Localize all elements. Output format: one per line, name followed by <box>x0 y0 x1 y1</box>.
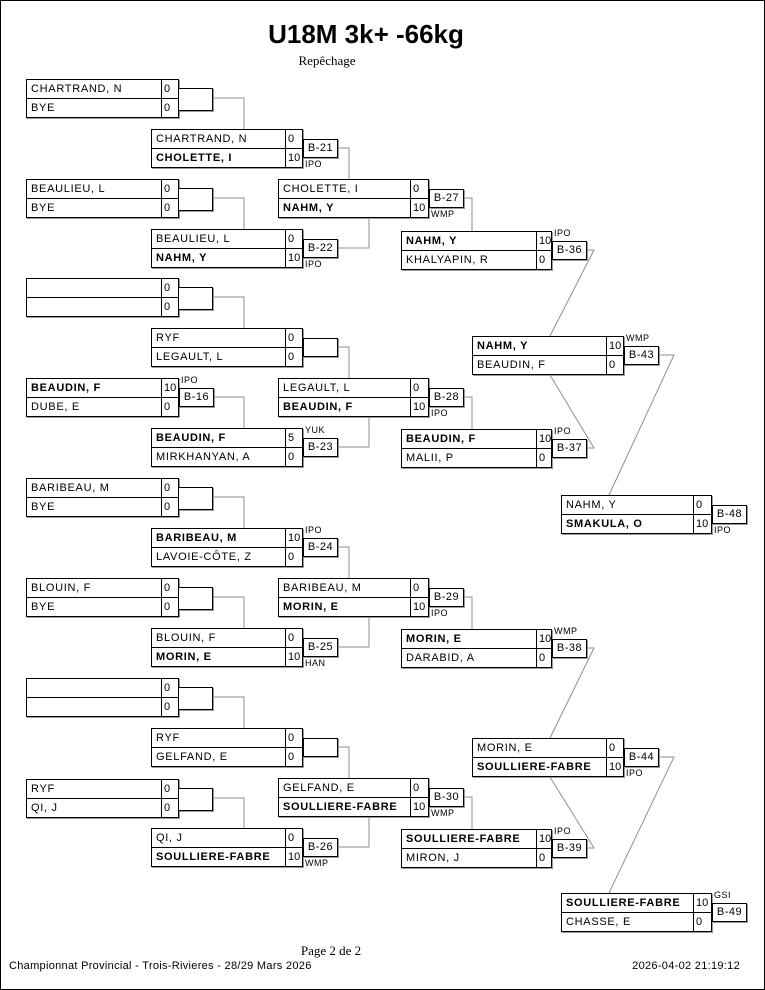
player-name: LEGAULT, L <box>283 382 351 394</box>
player-score: 0 <box>285 729 302 747</box>
player-score: 0 <box>161 479 178 497</box>
match-box <box>561 495 743 535</box>
page-title: U18M 3k+ -66kg <box>268 19 464 49</box>
connector-line <box>465 198 472 231</box>
connector-line <box>609 355 674 495</box>
match-box <box>401 426 583 468</box>
player-name: BYE <box>31 501 56 513</box>
player-row <box>562 496 711 514</box>
match-number-label: B-37 <box>552 439 587 458</box>
connector-line <box>214 497 244 528</box>
player-name: CHARTRAND, N <box>31 83 123 95</box>
player-row <box>562 912 711 931</box>
player-row <box>473 337 623 355</box>
player-score: 0 <box>161 99 178 117</box>
player-name: MORIN, E <box>477 742 533 754</box>
player-name: RYF <box>156 332 180 344</box>
match-box <box>26 375 210 417</box>
player-score: 0 <box>285 548 302 566</box>
player-row <box>27 697 178 716</box>
connector-line <box>339 817 369 847</box>
player-name: CHOLETTE, I <box>156 152 233 164</box>
match-number-label: B-24 <box>303 538 338 557</box>
player-name: MIRON, J <box>406 852 460 864</box>
player-name: MORIN, E <box>406 633 462 645</box>
player-score: 10 <box>285 529 302 547</box>
player-row <box>152 729 302 747</box>
player-name: SOULLIERE-FABRE <box>406 833 521 845</box>
player-row <box>402 232 551 250</box>
player-name: LAVOIE-CÔTE, Z <box>156 551 252 563</box>
player-row <box>152 148 302 167</box>
player-score: 0 <box>536 449 551 467</box>
player-score: 0 <box>161 579 178 597</box>
result-code-tag: IPO <box>554 826 572 836</box>
player-name: BLOUIN, F <box>31 582 92 594</box>
result-code-tag: IPO <box>431 408 449 418</box>
match-box <box>26 179 179 218</box>
connector-line <box>550 375 594 448</box>
match-box <box>26 578 179 617</box>
connector-rect <box>178 287 213 310</box>
match-number-label: B-36 <box>552 241 587 260</box>
player-row <box>402 250 551 269</box>
player-row <box>152 547 302 566</box>
player-name: NAHM, Y <box>406 235 458 247</box>
connector-line <box>339 417 369 447</box>
player-score: 10 <box>285 648 302 666</box>
match-box <box>401 626 583 668</box>
player-row <box>27 597 178 616</box>
player-name <box>27 279 161 297</box>
connector-line <box>214 798 244 828</box>
connector-line <box>465 397 472 429</box>
player-score: 10 <box>536 430 551 448</box>
connector-line <box>550 250 594 336</box>
player-name: GELFAND, E <box>156 751 228 763</box>
player-row <box>152 230 302 248</box>
player-score: 0 <box>285 329 302 347</box>
match-box <box>151 728 303 767</box>
player-name: CHOLETTE, I <box>283 183 359 195</box>
connector-line <box>550 648 594 738</box>
player-score: 10 <box>410 798 428 816</box>
player-name: DARABID, A <box>406 652 475 664</box>
player-name: MALII, P <box>406 452 454 464</box>
player-row <box>152 629 302 647</box>
connector-line <box>339 547 349 578</box>
player-score: 0 <box>285 348 302 366</box>
player-score: 0 <box>606 356 623 374</box>
connector-rect <box>178 88 213 111</box>
player-name: BEAUDIN, F <box>31 382 101 394</box>
match-number-label: B-48 <box>712 505 747 524</box>
connector-line <box>214 697 244 728</box>
player-score: 10 <box>410 398 428 416</box>
connector-line <box>339 218 369 248</box>
player-score: 0 <box>285 629 302 647</box>
player-name: MORIN, E <box>283 601 339 613</box>
connector-line <box>214 98 244 129</box>
match-number-label: B-39 <box>552 839 587 858</box>
player-name: BARIBEAU, M <box>156 532 238 544</box>
player-name: SOULLIERE-FABRE <box>283 801 398 813</box>
player-row <box>402 448 551 467</box>
player-score: 0 <box>693 496 711 514</box>
match-number-label: B-25 <box>303 638 338 657</box>
player-row <box>279 579 428 597</box>
player-row <box>152 447 302 466</box>
player-name: BARIBEAU, M <box>31 482 110 494</box>
player-name: NAHM, Y <box>283 202 335 214</box>
result-code-tag: GSI <box>714 890 732 900</box>
result-code-tag: YUK <box>305 425 326 435</box>
connector-rect <box>178 788 213 811</box>
player-row <box>402 848 551 867</box>
player-row <box>152 347 302 366</box>
player-score: 10 <box>693 515 711 533</box>
player-row <box>27 379 178 397</box>
player-row <box>279 180 428 198</box>
player-name: MORIN, E <box>156 651 212 663</box>
match-box <box>401 228 583 270</box>
connector-line <box>339 617 369 647</box>
player-name: BYE <box>31 601 56 613</box>
player-name: SOULLIERE-FABRE <box>566 897 681 909</box>
player-score: 10 <box>536 630 551 648</box>
player-score: 5 <box>285 429 302 447</box>
match-number-label: B-22 <box>303 239 338 258</box>
player-name: BLOUIN, F <box>156 632 217 644</box>
connector-line <box>550 777 594 848</box>
player-row <box>562 514 711 533</box>
player-row <box>27 180 178 198</box>
result-code-tag: HAN <box>305 658 326 668</box>
match-number-label: B-38 <box>552 639 587 658</box>
player-score: 0 <box>606 739 623 757</box>
player-score: 0 <box>161 799 178 817</box>
result-code-tag: IPO <box>181 375 199 385</box>
match-box <box>561 890 743 932</box>
match-box <box>151 425 334 467</box>
player-row <box>402 648 551 667</box>
result-code-tag: WMP <box>431 808 455 818</box>
player-name <box>27 298 161 316</box>
player-row <box>279 797 428 816</box>
match-number-label: B-29 <box>429 588 464 607</box>
player-score: 0 <box>285 448 302 466</box>
player-name: CHARTRAND, N <box>156 133 248 145</box>
match-box <box>151 229 334 269</box>
player-row <box>152 847 302 866</box>
player-score: 10 <box>410 199 428 217</box>
connector-rect <box>178 487 213 510</box>
player-score: 0 <box>536 251 551 269</box>
connector-line <box>339 148 349 179</box>
match-box <box>151 525 334 567</box>
player-name: NAHM, Y <box>477 340 529 352</box>
player-name: SMAKULA, O <box>566 518 643 530</box>
match-number-label: B-43 <box>624 346 659 365</box>
match-box <box>151 628 334 668</box>
match-number-label <box>303 338 338 357</box>
result-code-tag: IPO <box>714 525 732 535</box>
player-score: 0 <box>410 379 428 397</box>
player-score: 0 <box>410 180 428 198</box>
match-box <box>151 828 334 868</box>
match-number-label: B-28 <box>429 388 464 407</box>
result-code-tag: IPO <box>554 426 572 436</box>
result-code-tag: IPO <box>305 525 323 535</box>
player-score: 0 <box>285 829 302 847</box>
match-box <box>278 179 460 219</box>
player-row <box>402 630 551 648</box>
connector-line <box>214 297 244 328</box>
player-score: 0 <box>161 598 178 616</box>
match-box <box>26 278 179 317</box>
footer-event-name: Championnat Provincial - Trois-Rivieres - 28/29 Mars 2026 <box>9 960 312 972</box>
player-row <box>27 479 178 497</box>
player-score: 10 <box>410 598 428 616</box>
player-score: 10 <box>285 848 302 866</box>
connector-rect <box>178 188 213 211</box>
match-box <box>151 129 334 169</box>
player-score: 0 <box>536 849 551 867</box>
player-name: BYE <box>31 102 56 114</box>
player-row <box>152 248 302 267</box>
player-name: SOULLIERE-FABRE <box>156 851 271 863</box>
player-name: RYF <box>156 732 180 744</box>
match-number-label <box>303 738 338 757</box>
player-score: 10 <box>606 337 623 355</box>
player-row <box>562 894 711 912</box>
player-row <box>152 329 302 347</box>
player-score: 10 <box>606 758 623 776</box>
player-name: MIRKHANYAN, A <box>156 451 251 463</box>
player-name: KHALYAPIN, R <box>406 254 489 266</box>
player-name: BEAULIEU, L <box>31 183 106 195</box>
player-name: QI, J <box>156 832 183 844</box>
player-row <box>27 579 178 597</box>
player-score: 0 <box>161 698 178 716</box>
match-box <box>26 779 179 818</box>
player-name: RYF <box>31 783 55 795</box>
match-box <box>278 778 460 818</box>
player-row <box>402 830 551 848</box>
player-score: 0 <box>161 780 178 798</box>
connector-rect <box>178 587 213 610</box>
match-box <box>472 333 655 375</box>
match-box <box>401 826 583 868</box>
connector-line <box>465 597 472 629</box>
player-score: 10 <box>536 232 551 250</box>
player-row <box>279 379 428 397</box>
connector-line <box>465 797 472 829</box>
result-code-tag: IPO <box>554 228 572 238</box>
player-score: 0 <box>161 498 178 516</box>
player-score: 10 <box>285 249 302 267</box>
match-number-label: B-26 <box>303 838 338 857</box>
connector-line <box>214 198 244 229</box>
player-name: BEAUDIN, F <box>156 432 226 444</box>
player-score: 0 <box>410 579 428 597</box>
result-code-tag: WMP <box>305 858 329 868</box>
result-code-tag: IPO <box>626 768 644 778</box>
player-row <box>27 397 178 416</box>
player-score: 0 <box>285 230 302 248</box>
match-number-label: B-23 <box>303 438 338 457</box>
match-box <box>472 738 655 778</box>
connector-line <box>339 347 349 378</box>
player-score: 0 <box>161 199 178 217</box>
connector-rect <box>178 687 213 710</box>
player-name: BEAULIEU, L <box>156 233 231 245</box>
player-row <box>473 355 623 374</box>
player-score: 10 <box>161 379 178 397</box>
player-score: 0 <box>536 649 551 667</box>
player-row <box>152 647 302 666</box>
player-name: CHASSE, E <box>566 916 631 928</box>
result-code-tag: IPO <box>305 159 323 169</box>
match-box <box>26 478 179 517</box>
player-score: 0 <box>161 279 178 297</box>
player-score: 10 <box>536 830 551 848</box>
connector-line <box>339 747 349 778</box>
player-score: 10 <box>693 894 711 912</box>
match-number-label: B-16 <box>179 388 214 407</box>
player-name: NAHM, Y <box>156 252 208 264</box>
match-box <box>26 678 179 717</box>
match-box <box>278 378 460 418</box>
match-box <box>26 79 179 118</box>
connector-line <box>214 597 244 628</box>
result-code-tag: WMP <box>626 333 650 343</box>
player-name <box>27 679 161 697</box>
player-name: BEAUDIN, F <box>406 433 476 445</box>
match-box <box>278 578 460 618</box>
player-name: BEAUDIN, F <box>283 401 353 413</box>
player-row <box>27 679 178 697</box>
result-code-tag: IPO <box>305 259 323 269</box>
player-row <box>152 529 302 547</box>
player-name: BYE <box>31 202 56 214</box>
player-row <box>279 397 428 416</box>
player-row <box>27 297 178 316</box>
player-score: 0 <box>161 80 178 98</box>
match-number-label: B-27 <box>429 189 464 208</box>
player-score: 0 <box>410 779 428 797</box>
match-number-label: B-49 <box>712 903 747 922</box>
player-name: GELFAND, E <box>283 782 355 794</box>
player-name <box>27 698 161 716</box>
player-row <box>27 279 178 297</box>
player-score: 0 <box>161 398 178 416</box>
player-row <box>27 798 178 817</box>
match-number-label: B-21 <box>303 139 338 158</box>
player-score: 0 <box>161 298 178 316</box>
result-code-tag: WMP <box>431 209 455 219</box>
player-name: SOULLIERE-FABRE <box>477 761 592 773</box>
match-number-label: B-44 <box>624 748 659 767</box>
player-row <box>27 80 178 98</box>
player-row <box>279 198 428 217</box>
result-code-tag: IPO <box>431 608 449 618</box>
page-subtitle: Repêchage <box>298 53 356 68</box>
player-row <box>27 98 178 117</box>
player-row <box>402 430 551 448</box>
connector-line <box>215 397 244 428</box>
player-row <box>473 739 623 757</box>
player-row <box>27 780 178 798</box>
player-row <box>279 779 428 797</box>
player-row <box>279 597 428 616</box>
player-score: 0 <box>285 748 302 766</box>
player-row <box>152 747 302 766</box>
player-row <box>473 757 623 776</box>
player-row <box>152 829 302 847</box>
player-score: 10 <box>285 149 302 167</box>
match-number-label: B-30 <box>429 788 464 807</box>
player-row <box>27 198 178 217</box>
player-name: QI, J <box>31 802 58 814</box>
result-code-tag: WMP <box>554 626 578 636</box>
player-name: NAHM, Y <box>566 499 617 511</box>
player-name: LEGAULT, L <box>156 351 224 363</box>
footer-page-number: Page 2 de 2 <box>300 943 362 958</box>
player-row <box>27 497 178 516</box>
player-name: DUBE, E <box>31 401 80 413</box>
player-name: BARIBEAU, M <box>283 582 362 594</box>
match-box <box>151 328 303 367</box>
player-name: BEAUDIN, F <box>477 359 546 371</box>
footer-timestamp: 2026-04-02 21:19:12 <box>632 960 740 972</box>
player-score: 0 <box>161 679 178 697</box>
player-row <box>152 130 302 148</box>
player-row <box>152 429 302 447</box>
player-score: 0 <box>693 913 711 931</box>
player-score: 0 <box>285 130 302 148</box>
player-score: 0 <box>161 180 178 198</box>
